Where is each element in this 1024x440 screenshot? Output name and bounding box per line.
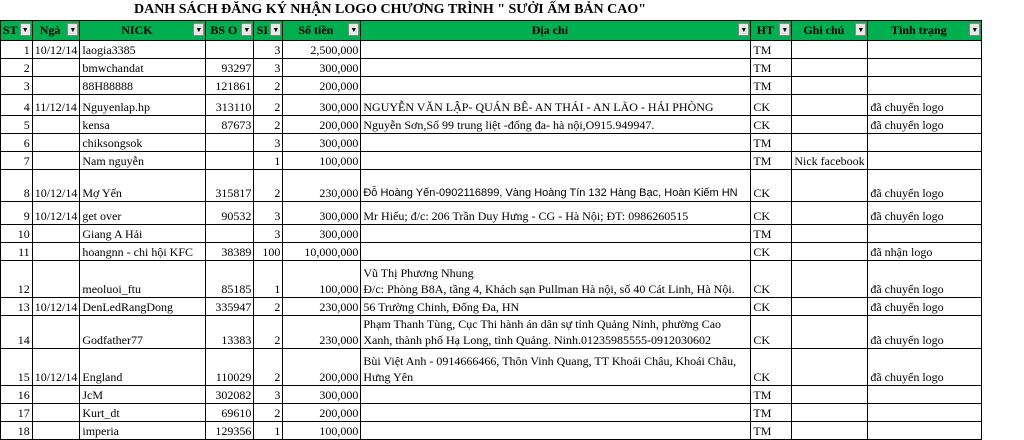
cell-status[interactable] (868, 77, 982, 95)
cell-note[interactable]: Nick facebook (792, 152, 868, 170)
cell-ht[interactable]: CK (751, 202, 792, 225)
cell-amount[interactable]: 300,000 (283, 386, 361, 404)
cell-bso[interactable]: 313110 (206, 95, 254, 116)
cell-date[interactable] (32, 261, 80, 298)
table-row (1, 41, 982, 59)
cell-address[interactable]: NGUYỄN VĂN LẬP- QUÁN BÊ- AN THÁI - AN LÃO - HẢI PHÒNG (361, 95, 751, 116)
cell-status[interactable]: đã chuyển logo (868, 95, 982, 116)
cell-sl[interactable]: 100 (254, 243, 283, 261)
column-header-label: Ngà (39, 23, 61, 37)
cell-stt[interactable]: 4 (1, 95, 33, 116)
cell-amount[interactable]: 300,000 (283, 225, 361, 243)
table-row (1, 243, 982, 261)
cell-amount[interactable]: 2,500,000 (283, 41, 361, 59)
cell-note[interactable] (792, 202, 868, 225)
cell-bso[interactable]: 90532 (206, 202, 254, 225)
cell-date[interactable] (32, 422, 80, 440)
cell-amount[interactable]: 300,000 (283, 95, 361, 116)
cell-note[interactable] (792, 134, 868, 152)
table-row (1, 77, 982, 95)
cell-address[interactable] (361, 243, 751, 261)
cell-stt[interactable]: 15 (1, 349, 33, 386)
cell-ht[interactable]: TM (751, 225, 792, 243)
cell-date[interactable] (32, 386, 80, 404)
column-header-address (361, 21, 751, 41)
cell-ht[interactable]: CK (751, 243, 792, 261)
cell-address[interactable] (361, 225, 751, 243)
table-row (1, 349, 982, 386)
cell-ht[interactable]: TM (751, 404, 792, 422)
cell-sl[interactable]: 2 (254, 77, 283, 95)
cell-address[interactable]: Đỗ Hoàng Yến-0902116899, Vàng Hoàng Tín 132 Hàng Bạc, Hoàn Kiếm HN (361, 170, 751, 202)
cell-date[interactable] (32, 134, 80, 152)
cell-amount[interactable]: 300,000 (283, 134, 361, 152)
cell-amount[interactable]: 300,000 (283, 202, 361, 225)
column-header-stt (1, 21, 33, 41)
cell-ht[interactable]: TM (751, 77, 792, 95)
filter-dropdown-icon[interactable]: ▼ (779, 23, 790, 36)
cell-note[interactable] (792, 316, 868, 349)
cell-ht[interactable]: CK (751, 95, 792, 116)
column-header-label: BS O (210, 23, 238, 37)
filter-dropdown-icon[interactable]: ▼ (738, 23, 749, 36)
cell-stt[interactable]: 5 (1, 116, 33, 134)
cell-address[interactable]: Phạm Thanh Tùng, Cục Thi hành án dân sự tỉnh Quảng Ninh, phường Cao Xanh, thành phố Hạ Long, tỉnh Quảng. Ninh.01235985555-0912030602 (361, 316, 751, 349)
cell-nick[interactable]: 88H88888 (80, 77, 206, 95)
cell-sl[interactable]: 1 (254, 422, 283, 440)
cell-stt[interactable]: 18 (1, 422, 33, 440)
cell-note[interactable] (792, 95, 868, 116)
cell-ht[interactable]: CK (751, 170, 792, 202)
cell-sl[interactable]: 2 (254, 170, 283, 202)
column-header-bso (206, 21, 254, 41)
cell-date[interactable] (32, 152, 80, 170)
cell-ht[interactable]: TM (751, 59, 792, 77)
cell-nick[interactable]: Mợ Yến (80, 170, 206, 202)
cell-status[interactable] (868, 152, 982, 170)
cell-sl[interactable]: 1 (254, 152, 283, 170)
cell-date[interactable]: 10/12/14 (32, 170, 80, 202)
cell-sl[interactable]: 2 (254, 95, 283, 116)
cell-nick[interactable]: England (80, 349, 206, 386)
cell-status[interactable]: đã chuyển logo (868, 349, 982, 386)
cell-nick[interactable]: meoluoi_ftu (80, 261, 206, 298)
cell-date[interactable] (32, 316, 80, 349)
filter-dropdown-icon[interactable]: ▼ (193, 23, 204, 36)
cell-amount[interactable]: 100,000 (283, 422, 361, 440)
table-row (1, 59, 982, 77)
cell-nick[interactable]: chiksongsok (80, 134, 206, 152)
table-row (1, 422, 982, 440)
cell-bso[interactable]: 335947 (206, 298, 254, 316)
cell-sl[interactable]: 2 (254, 298, 283, 316)
column-header-sl (254, 21, 283, 41)
cell-amount[interactable]: 230,000 (283, 298, 361, 316)
cell-bso[interactable]: 87673 (206, 116, 254, 134)
cell-address[interactable] (361, 422, 751, 440)
cell-ht[interactable]: TM (751, 152, 792, 170)
table-row (1, 134, 982, 152)
table-row (1, 202, 982, 225)
cell-nick[interactable]: JcM (80, 386, 206, 404)
cell-nick[interactable]: Nam nguyễn (80, 152, 206, 170)
filter-dropdown-icon[interactable]: ▼ (348, 23, 359, 36)
cell-nick[interactable]: imperia (80, 422, 206, 440)
cell-address[interactable]: 56 Trường Chinh, Đống Đa, HN (361, 298, 751, 316)
cell-stt[interactable]: 1 (1, 41, 33, 59)
cell-stt[interactable]: 8 (1, 170, 33, 202)
cell-amount[interactable]: 200,000 (283, 116, 361, 134)
cell-status[interactable]: đã chuyển logo (868, 261, 982, 298)
cell-status[interactable]: đã chuyển logo (868, 298, 982, 316)
cell-stt[interactable]: 6 (1, 134, 33, 152)
cell-date[interactable] (32, 59, 80, 77)
cell-ht[interactable]: TM (751, 386, 792, 404)
cell-status[interactable]: đã chuyển logo (868, 202, 982, 225)
cell-nick[interactable]: bmwchandat (80, 59, 206, 77)
cell-note[interactable] (792, 404, 868, 422)
cell-sl[interactable]: 3 (254, 202, 283, 225)
cell-note[interactable] (792, 77, 868, 95)
cell-sl[interactable]: 2 (254, 116, 283, 134)
cell-bso[interactable]: 110029 (206, 349, 254, 386)
cell-status[interactable]: đã chuyển logo (868, 316, 982, 349)
cell-status[interactable]: đã nhận logo (868, 243, 982, 261)
cell-date[interactable] (32, 77, 80, 95)
cell-note[interactable] (792, 261, 868, 298)
column-header-label: SI (256, 23, 269, 37)
cell-note[interactable] (792, 41, 868, 59)
cell-amount[interactable]: 10,000,000 (283, 243, 361, 261)
column-header-label: Địa chỉ (531, 23, 569, 37)
column-header-note (792, 21, 868, 41)
cell-date[interactable] (32, 116, 80, 134)
cell-status[interactable] (868, 134, 982, 152)
column-header-label: Ghi chú (803, 23, 845, 37)
cell-sl[interactable]: 3 (254, 59, 283, 77)
cell-note[interactable] (792, 116, 868, 134)
cell-note[interactable] (792, 243, 868, 261)
registration-table (0, 20, 982, 440)
cell-nick[interactable]: laogia3385 (80, 41, 206, 59)
cell-stt[interactable]: 7 (1, 152, 33, 170)
cell-nick[interactable]: Nguyenlap.hp (80, 95, 206, 116)
cell-date[interactable]: 11/12/14 (32, 95, 80, 116)
cell-stt[interactable]: 10 (1, 225, 33, 243)
cell-amount[interactable]: 200,000 (283, 77, 361, 95)
cell-date[interactable] (32, 243, 80, 261)
cell-stt[interactable]: 12 (1, 261, 33, 298)
cell-note[interactable] (792, 422, 868, 440)
cell-sl[interactable]: 3 (254, 41, 283, 59)
cell-bso[interactable] (206, 41, 254, 59)
cell-address[interactable] (361, 77, 751, 95)
cell-status[interactable]: đã chuyển logo (868, 170, 982, 202)
cell-date[interactable] (32, 225, 80, 243)
cell-note[interactable] (792, 170, 868, 202)
filter-dropdown-icon[interactable]: ▼ (241, 23, 252, 36)
cell-amount[interactable]: 200,000 (283, 349, 361, 386)
cell-address[interactable]: Mr Hiếu; đ/c: 206 Trần Duy Hưng - CG - Hà Nội; ĐT: 0986260515 (361, 202, 751, 225)
cell-address[interactable] (361, 152, 751, 170)
cell-stt[interactable]: 9 (1, 202, 33, 225)
cell-bso[interactable]: 302082 (206, 386, 254, 404)
cell-note[interactable] (792, 225, 868, 243)
cell-bso[interactable]: 85185 (206, 261, 254, 298)
cell-ht[interactable]: CK (751, 261, 792, 298)
table-row (1, 386, 982, 404)
cell-nick[interactable]: get over (80, 202, 206, 225)
cell-ht[interactable]: CK (751, 116, 792, 134)
column-header-label: ST (3, 23, 18, 37)
cell-stt[interactable]: 11 (1, 243, 33, 261)
cell-bso[interactable] (206, 134, 254, 152)
table-row (1, 95, 982, 116)
cell-ht[interactable]: CK (751, 349, 792, 386)
cell-stt[interactable]: 3 (1, 77, 33, 95)
column-header-date (32, 21, 80, 41)
cell-address[interactable] (361, 134, 751, 152)
filter-dropdown-icon[interactable]: ▼ (270, 23, 281, 36)
cell-bso[interactable]: 93297 (206, 59, 254, 77)
cell-note[interactable] (792, 59, 868, 77)
cell-sl[interactable]: 2 (254, 404, 283, 422)
cell-amount[interactable]: 200,000 (283, 404, 361, 422)
cell-sl[interactable]: 2 (254, 349, 283, 386)
table-row (1, 261, 982, 298)
cell-ht[interactable]: TM (751, 422, 792, 440)
cell-ht[interactable]: CK (751, 298, 792, 316)
cell-status[interactable]: đã chuyển logo (868, 116, 982, 134)
cell-status[interactable] (868, 422, 982, 440)
cell-nick[interactable]: Kurt_dt (80, 404, 206, 422)
cell-stt[interactable]: 14 (1, 316, 33, 349)
cell-date[interactable] (32, 404, 80, 422)
cell-sl[interactable]: 3 (254, 386, 283, 404)
table-row (1, 316, 982, 349)
cell-address[interactable]: Bùi Việt Anh - 0914666466, Thôn Vinh Quang, TT Khoái Châu, Khoái Châu, Hưng Yên (361, 349, 751, 386)
filter-dropdown-icon[interactable]: ▼ (969, 23, 980, 36)
cell-date[interactable]: 10/12/14 (32, 298, 80, 316)
cell-status[interactable] (868, 41, 982, 59)
cell-address[interactable] (361, 386, 751, 404)
cell-amount[interactable]: 100,000 (283, 261, 361, 298)
cell-sl[interactable]: 1 (254, 261, 283, 298)
cell-address[interactable] (361, 59, 751, 77)
column-header-nick (80, 21, 206, 41)
table-row (1, 116, 982, 134)
cell-sl[interactable]: 3 (254, 225, 283, 243)
column-header-status (868, 21, 982, 41)
cell-nick[interactable]: hoangnn - chi hội KFC (80, 243, 206, 261)
table-row (1, 170, 982, 202)
cell-nick[interactable]: Giang A Hải (80, 225, 206, 243)
cell-date[interactable]: 10/12/14 (32, 41, 80, 59)
cell-bso[interactable]: 38389 (206, 243, 254, 261)
cell-sl[interactable]: 2 (254, 316, 283, 349)
column-header-label: Số tiền (298, 23, 334, 37)
cell-address[interactable] (361, 404, 751, 422)
table-row (1, 225, 982, 243)
cell-amount[interactable]: 230,000 (283, 316, 361, 349)
cell-stt[interactable]: 16 (1, 386, 33, 404)
cell-bso[interactable]: 69610 (206, 404, 254, 422)
cell-date[interactable]: 10/12/14 (32, 202, 80, 225)
column-header-label: NICK (121, 23, 153, 37)
cell-note[interactable] (792, 386, 868, 404)
cell-bso[interactable]: 129356 (206, 422, 254, 440)
filter-dropdown-icon[interactable]: ▼ (20, 23, 31, 36)
cell-bso[interactable]: 13383 (206, 316, 254, 349)
column-header-label: HT (756, 23, 775, 37)
cell-bso[interactable] (206, 152, 254, 170)
header-row (1, 21, 982, 41)
column-header-ht (751, 21, 792, 41)
table-row (1, 298, 982, 316)
cell-sl[interactable]: 3 (254, 134, 283, 152)
cell-status[interactable] (868, 225, 982, 243)
cell-ht[interactable]: CK (751, 316, 792, 349)
cell-bso[interactable] (206, 225, 254, 243)
column-header-amount (283, 21, 361, 41)
cell-stt[interactable]: 2 (1, 59, 33, 77)
cell-address[interactable] (361, 41, 751, 59)
cell-status[interactable] (868, 59, 982, 77)
cell-ht[interactable]: TM (751, 134, 792, 152)
cell-note[interactable] (792, 298, 868, 316)
cell-bso[interactable]: 315817 (206, 170, 254, 202)
cell-date[interactable]: 10/12/14 (32, 349, 80, 386)
cell-amount[interactable]: 300,000 (283, 59, 361, 77)
table-row (1, 152, 982, 170)
cell-stt[interactable]: 13 (1, 298, 33, 316)
table-body (1, 41, 982, 440)
cell-amount[interactable]: 100,000 (283, 152, 361, 170)
cell-amount[interactable]: 230,000 (283, 170, 361, 202)
cell-bso[interactable]: 121861 (206, 77, 254, 95)
cell-status[interactable] (868, 386, 982, 404)
cell-address[interactable]: Nguyễn Sơn,Số 99 trung liệt -đống đa- hà nội,O915.949947. (361, 116, 751, 134)
cell-nick[interactable]: DenLedRangDong (80, 298, 206, 316)
cell-status[interactable] (868, 404, 982, 422)
cell-nick[interactable]: kensa (80, 116, 206, 134)
cell-nick[interactable]: Godfather77 (80, 316, 206, 349)
table-row (1, 404, 982, 422)
cell-ht[interactable]: TM (751, 41, 792, 59)
column-header-label: Tình trạng (891, 23, 947, 37)
filter-dropdown-icon[interactable]: ▼ (67, 23, 78, 36)
cell-note[interactable] (792, 349, 868, 386)
sheet-title: DANH SÁCH ĐĂNG KÝ NHẬN LOGO CHƯƠNG TRÌNH " SƯỞI ẤM BẢN CAO" (133, 2, 647, 17)
filter-dropdown-icon[interactable]: ▼ (855, 23, 866, 36)
cell-address[interactable]: Vũ Thị Phương Nhung Đ/c: Phòng B8A, tầng 4, Khách sạn Pullman Hà nội, số 40 Cát Linh, Hà Nội. (361, 261, 751, 298)
cell-stt[interactable]: 17 (1, 404, 33, 422)
